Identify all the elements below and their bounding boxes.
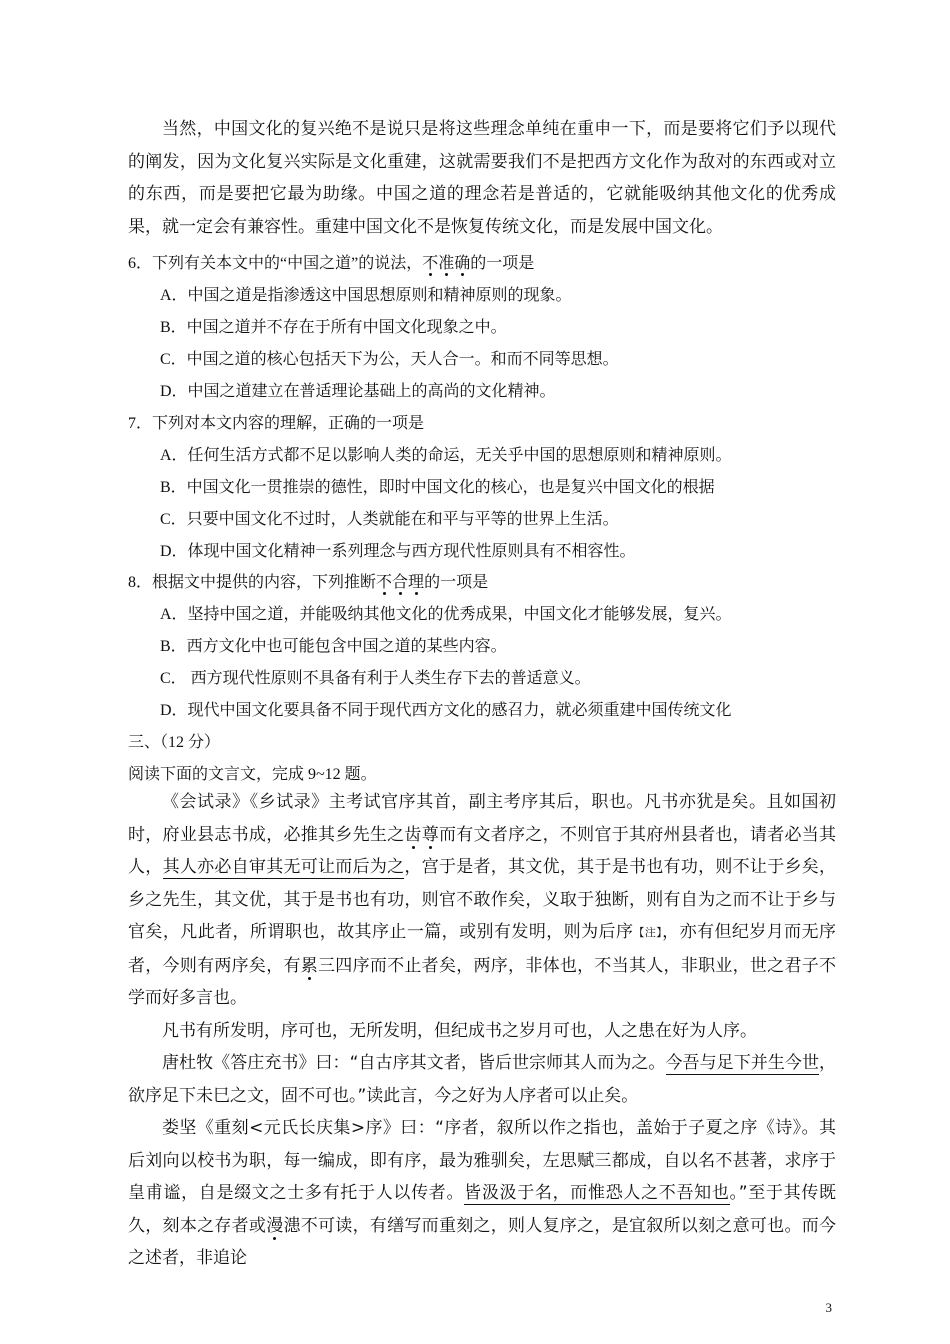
question-7-option-d: D．体现中国文化精神一系列理念与西方现代性原则具有不相容性。 — [160, 543, 636, 560]
emphasis-dot-char: 不 — [422, 255, 439, 272]
question-7-stem: 7．下列对本文内容的理解，正确的一项是 — [128, 415, 425, 432]
underlined-sentence: 皆汲汲于名，而惟恐人之不吾知也 — [464, 1183, 730, 1203]
question-6-option-c: C．中国之道的核心包括天下为公，天人合一。和而不同等思想。 — [160, 351, 619, 368]
question-8-option-c: C． 西方现代性原则不具备有利于人类生存下去的普适意义。 — [160, 670, 591, 687]
question-8 — [128, 567, 836, 727]
classical-paragraph-4: 娄坚《重刻<元氏长庆集>序》曰：“序者，叙所以作之指也，盖始于子夏之序《诗》。其后刘向以校书为职，每一编成，即有序，最为雅驯矣，左思赋三都成，自以名不甚著，求序于皇甫谧，自是缀文之士多有托于人以传者。皆汲汲于名，而惟恐人之不吾知也。”至于其传既久，刻本之存者或漫漶不可读，有缮写而重刻之，则人复序之，是宜叙所以刻之意可也。而今之述者，非追论 — [128, 1118, 837, 1268]
emphasis-dot-char: 确 — [454, 255, 471, 272]
section-3-instruction: 阅读下面的文言文，完成 9~12 题。 — [128, 766, 377, 783]
classical-passage — [128, 786, 836, 1275]
emphasis-dot-char: 齿 — [404, 824, 422, 845]
underlined-sentence: 其人亦必自审其无可让而后为之 — [162, 857, 405, 877]
question-8-option-d: D．现代中国文化要具备不同于现代西方文化的感召力，就必须重建中国传统文化 — [160, 702, 732, 719]
intro-passage — [128, 113, 836, 243]
question-6-option-d: D．中国之道建立在普适理论基础上的高尚的文化精神。 — [160, 383, 556, 400]
question-6-option-b: B．中国之道并不存在于所有中国文化现象之中。 — [160, 319, 507, 336]
question-7-option-a: A．任何生活方式都不足以影响人类的命运，无关乎中国的思想原则和精神原则。 — [160, 447, 732, 464]
emphasis-dot-char: 理 — [408, 574, 425, 591]
classical-paragraph-2: 凡书有所发明，序可也，无所发明，但纪成书之岁月可也，人之患在好为人序。 — [162, 1020, 757, 1041]
question-7-option-b: B．中国文化一贯推崇的德性，即时中国文化的核心，也是复兴中国文化的根据 — [160, 479, 715, 496]
question-6 — [128, 248, 836, 408]
question-6-option-a: A．中国之道是指渗透这中国思想原则和精神原则的现象。 — [160, 287, 572, 304]
question-7 — [128, 408, 836, 568]
emphasis-dot-char: 尊 — [421, 824, 439, 845]
page-number: 3 — [825, 1300, 832, 1315]
section-3-heading: 三、（12 分） — [128, 734, 221, 751]
question-8-option-a: A．坚持中国之道，并能吸纳其他文化的优秀成果，中国文化才能够发展，复兴。 — [160, 606, 732, 623]
emphasis-dot-char: 累 — [300, 955, 319, 976]
classical-paragraph-1: 《会试录》《乡试录》主考试官序其首，副主考序其后，职也。凡书亦犹是矣。且如国初时，府业县志书成，必推其乡先生之齿尊而有文者序之，不则官于其府州县者也，请者必当其人，其人亦必自审其无可让而后为之，宫于是者，其文优，其于是书也有功，则不让于乡矣，乡之先生，其文优，其于是书也有功，则官不敢作矣，义取于独断，则有自为之而不让于乡与官矣，凡此者，所谓职也，故其序止一篇，或别有发明，则为后序【注】，亦有但纪岁月而无序者，今则有两序矣，有累三四序而不止者矣，两序，非体也，不当其人，非职业，世之君子不学而好多言也。 — [128, 792, 837, 1008]
emphasis-dot-char: 合 — [392, 574, 409, 591]
question-7-option-c: C．只要中国文化不过时，人类就能在和平与平等的世界上生活。 — [160, 511, 619, 528]
intro-paragraph: 当然，中国文化的复兴绝不是说只是将这些理念单纯在重申一下，而是要将它们予以现代的阐发，因为文化复兴实际是文化重建，这就需要我们不是把西方文化作为敌对的东西或对立的东西，而是要把它最为助缘。中国之道的理念若是普适的，它就能吸纳其他文化的优秀成果，就一定会有兼容性。重建中国文化不是恢复传统文化，而是发展中国文化。 — [128, 119, 836, 237]
footnote-marker: 【注】 — [633, 926, 663, 939]
emphasis-dot-char: 漫 — [266, 1215, 284, 1236]
question-8-stem: 8．根据文中提供的内容，下列推断不合理的一项是 — [128, 574, 489, 591]
classical-paragraph-3: 唐杜牧《答庄充书》曰：“自古序其文者，皆后世宗师其人而为之。今吾与足下并生今世，欲序足下未巳之文，固不可也。”读此言，今之好为人序者可以止矣。 — [128, 1053, 837, 1106]
emphasis-dot-char: 不 — [376, 574, 393, 591]
question-8-option-b: B．西方文化中也可能包含中国之道的某些内容。 — [160, 638, 507, 655]
underlined-sentence: 今吾与足下并生今世 — [665, 1053, 820, 1073]
question-6-stem: 6．下列有关本文中的“中国之道”的说法，不准确的一项是 — [128, 255, 535, 272]
section-3 — [128, 727, 836, 791]
emphasis-dot-char: 准 — [438, 255, 455, 272]
